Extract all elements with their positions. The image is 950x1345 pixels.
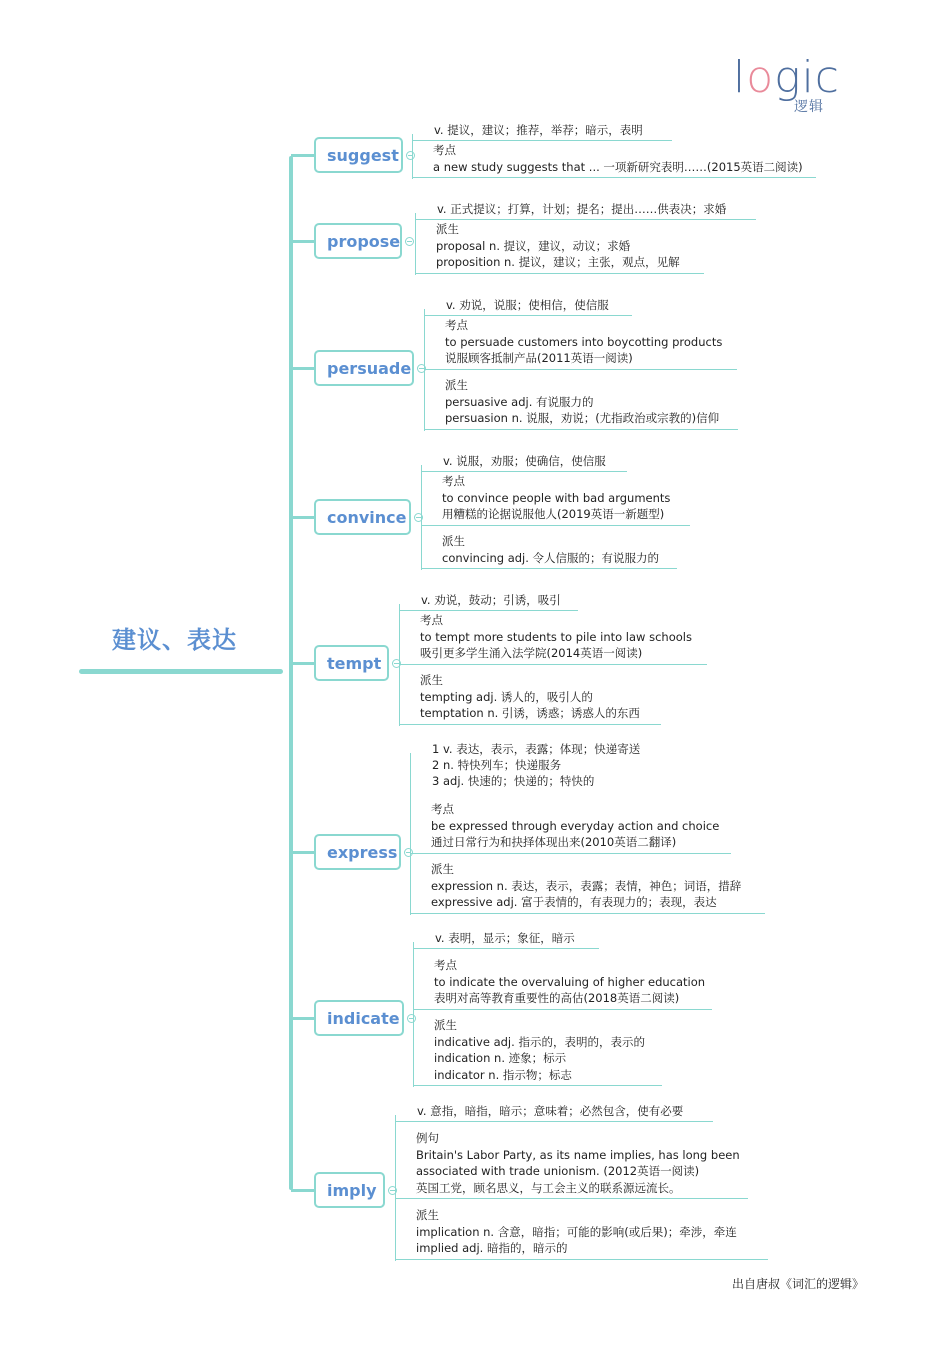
block-label: 派生 <box>442 534 465 548</box>
branch-line <box>291 240 314 243</box>
block-line: indicative adj. 指示的，表明的，表示的 <box>434 1034 645 1049</box>
block-line: indicator n. 指示物；标志 <box>434 1067 572 1082</box>
branch-line <box>291 367 314 370</box>
block-underline <box>395 1259 768 1260</box>
logo-subtitle: 逻辑 <box>794 99 824 115</box>
block-line: to indicate the overvaluing of higher education <box>434 974 706 989</box>
source-credit: 出自唐叔《词汇的逻辑》 <box>732 1277 865 1291</box>
child-connector-line <box>399 604 400 726</box>
block-underline <box>399 724 661 725</box>
logo-letters-ic: ic <box>801 52 840 103</box>
block-line: to tempt more students to pile into law schools <box>420 629 692 644</box>
definition-line: 3 adj. 快速的；快递的；特快的 <box>432 774 595 788</box>
branch-line <box>291 1189 314 1192</box>
branch-line <box>291 516 314 519</box>
block-label: 考点 <box>420 613 443 627</box>
block-label: 考点 <box>433 143 456 157</box>
definition-line: 2 n. 特快列车；快递服务 <box>432 758 562 772</box>
trunk-line <box>289 156 293 1190</box>
word-node-express[interactable]: express <box>314 834 401 870</box>
block-line: indication n. 迹象；标示 <box>434 1051 567 1065</box>
block-label: 派生 <box>436 222 459 236</box>
block-label: 派生 <box>416 1208 439 1222</box>
child-connector-line <box>421 465 422 570</box>
block-line: be expressed through everyday action and choice <box>431 818 720 833</box>
root-underline <box>79 669 283 674</box>
block-underline <box>413 1085 662 1086</box>
child-connector-line <box>413 942 414 1087</box>
definition-underline <box>399 610 578 611</box>
block-line: persuasion n. 说服，劝说；(尤指政治或宗教的)信仰 <box>445 411 720 425</box>
definition-underline <box>415 219 756 220</box>
branch-line <box>291 1017 314 1020</box>
block-line: 通过日常行为和抉择体现出来(2010英语二翻译) <box>431 835 677 849</box>
block-line: temptation n. 引诱，诱惑；诱惑人的东西 <box>420 706 640 720</box>
definition-underline <box>421 471 627 472</box>
logo-letter-l: l <box>733 52 747 103</box>
word-node-persuade[interactable]: persuade <box>314 350 414 386</box>
child-connector-line <box>395 1115 396 1261</box>
word-node-propose[interactable]: propose <box>314 223 402 259</box>
block-underline <box>424 429 738 430</box>
block-label: 考点 <box>431 802 454 816</box>
block-line: 英国工党，顾名思义，与工会主义的联系源远流长。 <box>416 1180 681 1195</box>
block-line: tempting adj. 诱人的，吸引人的 <box>420 689 593 704</box>
branch-line <box>291 851 314 854</box>
block-line: a new study suggests that ... 一项新研究表明……(2015英语二阅读) <box>433 159 803 174</box>
block-line: to convince people with bad arguments <box>442 490 671 505</box>
block-line: implication n. 含意，暗指；可能的影响(或后果)；牵涉，牵连 <box>416 1224 737 1239</box>
block-line: expressive adj. 富于表情的，有表现力的；表现，表达 <box>431 895 717 909</box>
logo-letter-g: g <box>774 52 802 103</box>
root-title: 建议、表达 <box>112 626 237 654</box>
block-line: 说服顾客抵制产品(2011英语一阅读) <box>445 351 633 365</box>
block-underline <box>415 273 704 274</box>
block-line: to persuade customers into boycotting products <box>445 334 723 349</box>
logo-letter-o: o <box>746 52 775 103</box>
block-label: 派生 <box>445 378 468 392</box>
branch-line <box>291 662 314 665</box>
block-underline <box>410 913 765 914</box>
block-label: 派生 <box>420 673 443 687</box>
block-line: convincing adj. 令人信服的；有说服力的 <box>442 550 660 565</box>
block-line: persuasive adj. 有说服力的 <box>445 394 594 409</box>
block-underline <box>399 664 707 665</box>
block-line: implied adj. 暗指的，暗示的 <box>416 1241 568 1255</box>
block-underline <box>421 525 690 526</box>
collapse-toggle-icon[interactable] <box>405 237 414 246</box>
block-underline <box>410 853 731 854</box>
block-label: 考点 <box>434 958 457 972</box>
block-line: proposition n. 提议，建议；主张，观点，见解 <box>436 255 680 269</box>
child-connector-line <box>415 213 416 275</box>
word-node-imply[interactable]: imply <box>314 1172 385 1208</box>
block-underline <box>412 177 816 178</box>
collapse-toggle-icon[interactable] <box>407 1014 416 1023</box>
child-connector-line <box>424 309 425 431</box>
definition-text: v. 提议，建议；推荐，举荐；暗示，表明 <box>434 123 643 137</box>
block-label: 考点 <box>442 474 465 488</box>
block-label: 例句 <box>416 1131 439 1145</box>
definition-text: v. 正式提议；打算，计划；提名；提出……供表决；求婚 <box>437 202 727 216</box>
block-label: 派生 <box>431 862 454 876</box>
block-line: associated with trade unionism. (2012英语一阅读) <box>416 1164 700 1178</box>
block-label: 派生 <box>434 1018 457 1032</box>
block-underline <box>424 369 737 370</box>
word-node-suggest[interactable]: suggest <box>314 137 403 173</box>
block-line: 表明对高等教育重要性的高估(2018英语二阅读) <box>434 991 680 1005</box>
definition-text: v. 劝说，鼓动；引诱，吸引 <box>421 593 561 607</box>
block-line: expression n. 表达，表示，表露；表情，神色；词语，措辞 <box>431 878 742 893</box>
block-line: 用糟糕的论据说服他人(2019英语一新题型) <box>442 507 665 521</box>
branch-line <box>291 154 314 157</box>
collapse-toggle-icon[interactable] <box>406 151 415 160</box>
definition-underline <box>412 140 672 141</box>
word-node-indicate[interactable]: indicate <box>314 1000 404 1036</box>
definition-text: v. 说服，劝服；使确信，使信服 <box>443 454 606 468</box>
block-line: Britain's Labor Party, as its name implies, has long been <box>416 1147 740 1162</box>
definition-underline <box>395 1121 713 1122</box>
logo <box>733 52 840 103</box>
definition-line: 1 v. 表达，表示，表露；体现；快递寄送 <box>432 742 641 756</box>
block-line: proposal n. 提议，建议，动议；求婚 <box>436 238 631 253</box>
word-node-convince[interactable]: convince <box>314 499 411 535</box>
definition-text: v. 劝说，说服；使相信，使信服 <box>446 298 609 312</box>
block-underline <box>413 1009 712 1010</box>
block-underline <box>421 568 677 569</box>
definition-underline <box>413 948 599 949</box>
definition-underline <box>424 315 632 316</box>
child-connector-line <box>410 753 411 915</box>
word-node-tempt[interactable]: tempt <box>314 645 389 681</box>
block-label: 考点 <box>445 318 468 332</box>
block-line: 吸引更多学生涌入法学院(2014英语一阅读) <box>420 646 643 660</box>
block-underline <box>395 1198 748 1199</box>
definition-text: v. 表明，显示；象征，暗示 <box>435 931 575 945</box>
definition-text: v. 意指，暗指，暗示；意味着；必然包含，使有必要 <box>417 1104 684 1118</box>
